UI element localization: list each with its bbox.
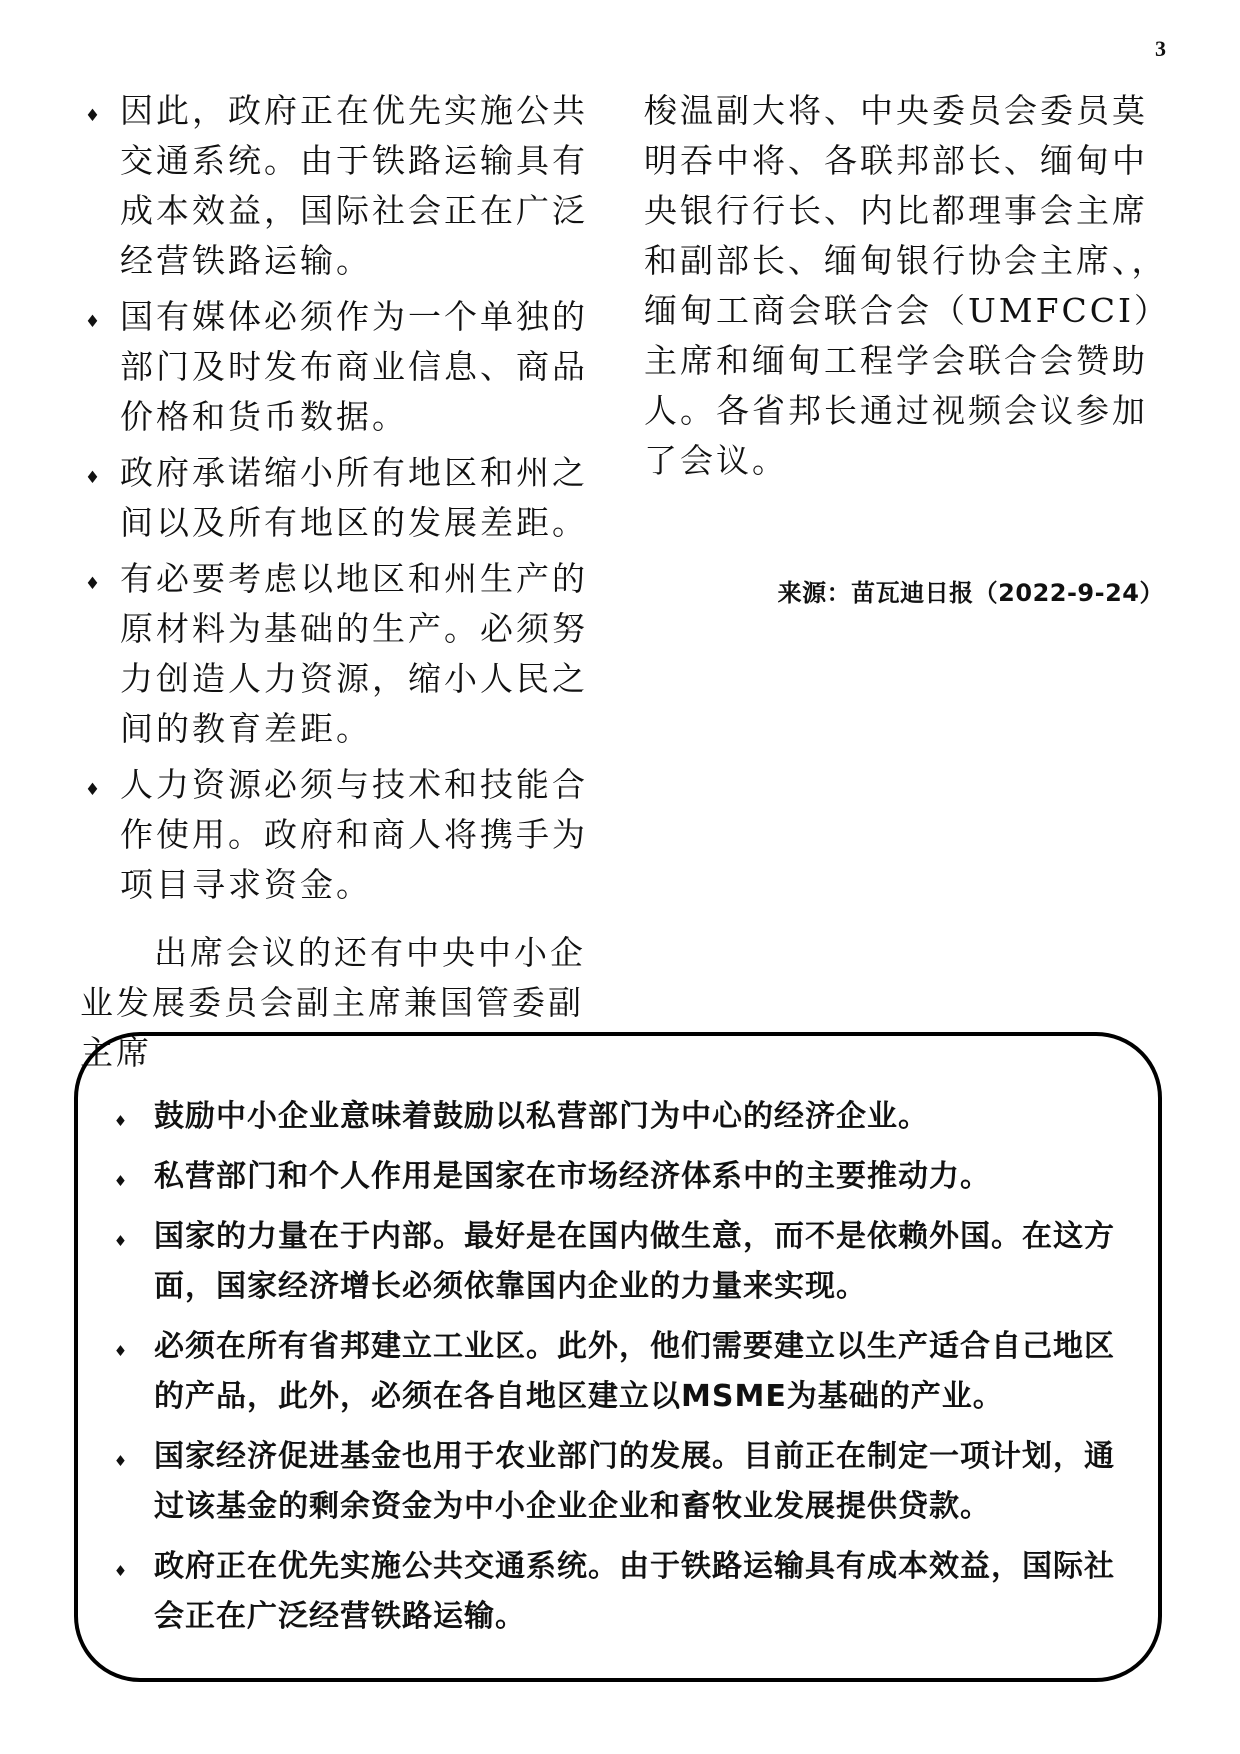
list-item [80, 554, 610, 754]
diamond-bullet-icon: ♦ [113, 1342, 129, 1360]
list-item [108, 1092, 1118, 1142]
list-item-text: 国有媒体必须作为一个单独的部门及时发布商业信息、商品价格和货币数据。 [120, 297, 588, 436]
list-item-text: 国家经济促进基金也用于农业部门的发展。目前正在制定一项计划，通过该基金的剩余资金为中小企业企业和畜牧业发展提供贷款。 [154, 1439, 1115, 1524]
summary-box [74, 1032, 1162, 1682]
list-item-text: 鼓励中小企业意味着鼓励以私营部门为中心的经济企业。 [154, 1099, 929, 1134]
left-bullet-list [80, 86, 610, 910]
source-citation: 来源：苗瓦迪日报（2022-9-24） [777, 579, 1164, 607]
diamond-bullet-icon: ♦ [84, 780, 104, 800]
list-item-text: 有必要考虑以地区和州生产的原材料为基础的生产。必须努力创造人力资源，缩小人民之间的教育差距。 [120, 559, 588, 748]
list-item [108, 1212, 1118, 1312]
right-column [644, 86, 1174, 618]
list-item [80, 86, 610, 286]
diamond-bullet-icon: ♦ [84, 106, 104, 126]
summary-bullet-list [108, 1092, 1118, 1652]
list-item [80, 760, 610, 910]
list-item-text: 因此，政府正在优先实施公共交通系统。由于铁路运输具有成本效益，国际社会正在广泛经营铁路运输。 [120, 91, 588, 280]
page-number: 3 [1155, 36, 1166, 61]
left-column [80, 86, 610, 1078]
list-item-text: 国家的力量在于内部。最好是在国内做生意，而不是依赖外国。在这方面，国家经济增长必须依靠国内企业的力量来实现。 [154, 1219, 1115, 1304]
list-item [108, 1322, 1118, 1422]
diamond-bullet-icon: ♦ [84, 312, 104, 332]
list-item [108, 1542, 1118, 1642]
list-item [80, 292, 610, 442]
list-item-text: 人力资源必须与技术和技能合作使用。政府和商人将携手为项目寻求资金。 [120, 765, 588, 904]
diamond-bullet-icon: ♦ [113, 1232, 129, 1250]
list-item [108, 1152, 1118, 1202]
diamond-bullet-icon: ♦ [113, 1112, 129, 1130]
diamond-bullet-icon: ♦ [113, 1562, 129, 1580]
diamond-bullet-icon: ♦ [84, 468, 104, 488]
attendees-paragraph-continued: 梭温副大将、中央委员会委员莫明吞中将、各联邦部长、缅甸中央银行行长、内比都理事会主席和副部长、缅甸银行协会主席、，缅甸工商会联合会（UMFCCI）主席和缅甸工程学会联合会赞助人。各省邦长通过视频会议参加了会议。 [644, 91, 1171, 480]
list-item-text: 政府正在优先实施公共交通系统。由于铁路运输具有成本效益，国际社会正在广泛经营铁路运输。 [154, 1549, 1115, 1634]
list-item-text: 政府承诺缩小所有地区和州之间以及所有地区的发展差距。 [120, 453, 588, 542]
diamond-bullet-icon: ♦ [84, 574, 104, 594]
list-item-text: 必须在所有省邦建立工业区。此外，他们需要建立以生产适合自己地区的产品，此外，必须在各自地区建立以MSME为基础的产业。 [154, 1329, 1115, 1414]
diamond-bullet-icon: ♦ [113, 1172, 129, 1190]
list-item-text: 私营部门和个人作用是国家在市场经济体系中的主要推动力。 [154, 1159, 991, 1194]
attendees-paragraph-start: 出席会议的还有中央中小企业发展委员会副主席兼国管委副主席 [80, 933, 586, 1072]
list-item [80, 448, 610, 548]
diamond-bullet-icon: ♦ [113, 1452, 129, 1470]
list-item [108, 1432, 1118, 1532]
